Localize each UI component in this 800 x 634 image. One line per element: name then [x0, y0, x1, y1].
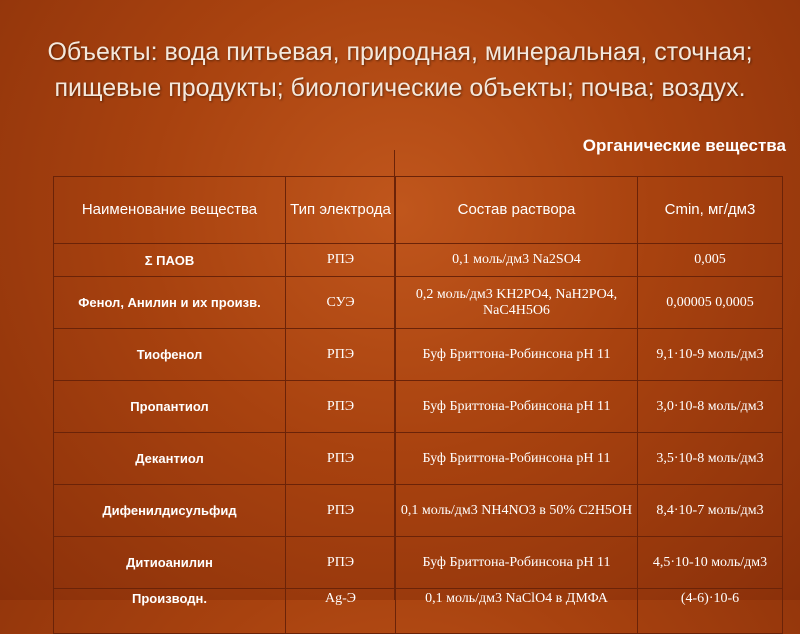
cell-name: Тиофенол [54, 329, 286, 381]
table-row [54, 381, 783, 433]
table-row [54, 277, 783, 329]
cell-solution: Буф Бриттона-Робинсона рН 11 [396, 329, 638, 381]
cell-solution: 0,1 моль/дм3 NaClO4 в ДМФА [396, 589, 638, 634]
cell-name: Дифенилдисульфид [54, 485, 286, 537]
cell-cmin: (4-6)·10-6 [638, 589, 783, 634]
cell-cmin: 9,1·10-9 моль/дм3 [638, 329, 783, 381]
cell-cmin: 8,4·10-7 моль/дм3 [638, 485, 783, 537]
table-row [54, 244, 783, 277]
cell-name: Пропантиол [54, 381, 286, 433]
cell-cmin: 3,0·10-8 моль/дм3 [638, 381, 783, 433]
section-subtitle: Органические вещества [582, 136, 786, 155]
table-row [54, 329, 783, 381]
cell-electrode: Ag-Э [286, 589, 396, 634]
header-solution: Состав раствора [396, 177, 638, 244]
cell-electrode: РПЭ [286, 433, 396, 485]
header-electrode: Тип электрода [286, 177, 396, 244]
cell-name: Дитиоанилин [54, 537, 286, 589]
cell-solution: Буф Бриттона-Робинсона рН 11 [396, 381, 638, 433]
cell-electrode: РПЭ [286, 537, 396, 589]
page-title: Объекты: вода питьевая, природная, минеральная, сточная; пищевые продукты; биологические объекты; почва; воздух. [47, 38, 753, 102]
table-header-row [54, 177, 783, 244]
cell-electrode: РПЭ [286, 244, 396, 277]
cell-cmin: 3,5·10-8 моль/дм3 [638, 433, 783, 485]
cell-cmin: 0,00005 0,0005 [638, 277, 783, 329]
table-row [54, 589, 783, 634]
table-row [54, 433, 783, 485]
cell-solution: 0,1 моль/дм3 NH4NO3 в 50% C2H5OH [396, 485, 638, 537]
table-row [54, 537, 783, 589]
cell-solution: Буф Бриттона-Робинсона рН 11 [396, 537, 638, 589]
cell-electrode: СУЭ [286, 277, 396, 329]
table-row [54, 485, 783, 537]
cell-name: Σ ПАОВ [54, 244, 286, 277]
data-table [53, 176, 783, 634]
cell-name: Производн. [54, 589, 286, 634]
cell-electrode: РПЭ [286, 485, 396, 537]
cell-cmin: 4,5·10-10 моль/дм3 [638, 537, 783, 589]
cell-solution: 0,1 моль/дм3 Na2SO4 [396, 244, 638, 277]
header-cmin: Cmin, мг/дм3 [638, 177, 783, 244]
cell-electrode: РПЭ [286, 381, 396, 433]
cell-cmin: 0,005 [638, 244, 783, 277]
cell-solution: Буф Бриттона-Робинсона рН 11 [396, 433, 638, 485]
cell-solution: 0,2 моль/дм3 KH2PO4, NaH2PO4, NaC4H5O6 [396, 277, 638, 329]
header-name: Наименование вещества [54, 177, 286, 244]
cell-name: Декантиол [54, 433, 286, 485]
cell-name: Фенол, Анилин и их произв. [54, 277, 286, 329]
cell-electrode: РПЭ [286, 329, 396, 381]
